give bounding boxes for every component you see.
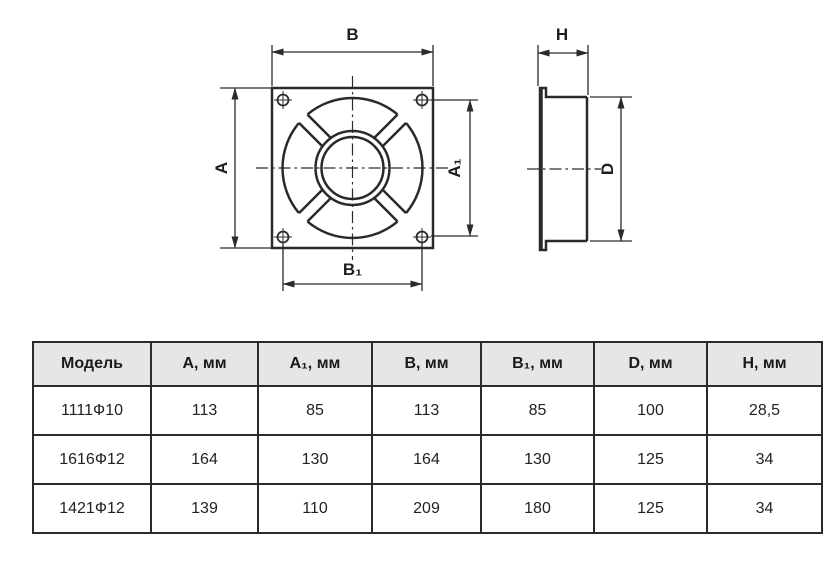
cell-B1: 180 bbox=[481, 484, 594, 533]
cell-model: 1616Ф12 bbox=[33, 435, 151, 484]
cell-model: 1421Ф12 bbox=[33, 484, 151, 533]
cell-A1: 130 bbox=[258, 435, 372, 484]
cell-B1: 85 bbox=[481, 386, 594, 435]
dimensions-table bbox=[32, 341, 823, 534]
cell-B: 113 bbox=[372, 386, 481, 435]
front-view bbox=[212, 25, 478, 291]
cell-B: 209 bbox=[372, 484, 481, 533]
cell-H: 34 bbox=[707, 484, 822, 533]
cell-D: 100 bbox=[594, 386, 707, 435]
cell-A: 164 bbox=[151, 435, 258, 484]
dim-label-A: A bbox=[212, 161, 231, 175]
table-row bbox=[33, 386, 822, 435]
cell-B: 164 bbox=[372, 435, 481, 484]
cell-A: 113 bbox=[151, 386, 258, 435]
dim-label-D: D bbox=[598, 162, 617, 176]
cell-H: 34 bbox=[707, 435, 822, 484]
dim-label-H: H bbox=[555, 25, 569, 44]
side-view bbox=[527, 25, 632, 250]
table-row bbox=[33, 435, 822, 484]
cell-B1: 130 bbox=[481, 435, 594, 484]
cell-A1: 85 bbox=[258, 386, 372, 435]
cell-H: 28,5 bbox=[707, 386, 822, 435]
col-header-B1: B₁, мм bbox=[481, 342, 594, 386]
cell-D: 125 bbox=[594, 435, 707, 484]
col-header-A: A, мм bbox=[151, 342, 258, 386]
dim-label-B1: B₁ bbox=[342, 260, 363, 279]
dim-label-B: B bbox=[346, 25, 359, 44]
col-header-A1: A₁, мм bbox=[258, 342, 372, 386]
col-header-H: H, мм bbox=[707, 342, 822, 386]
col-header-model: Модель bbox=[33, 342, 151, 386]
table-header-row bbox=[33, 342, 822, 386]
cell-A: 139 bbox=[151, 484, 258, 533]
dim-label-A1: A₁ bbox=[445, 158, 464, 178]
col-header-B: B, мм bbox=[372, 342, 481, 386]
cell-A1: 110 bbox=[258, 484, 372, 533]
cell-model: 1111Ф10 bbox=[33, 386, 151, 435]
table-row bbox=[33, 484, 822, 533]
cell-D: 125 bbox=[594, 484, 707, 533]
col-header-D: D, мм bbox=[594, 342, 707, 386]
